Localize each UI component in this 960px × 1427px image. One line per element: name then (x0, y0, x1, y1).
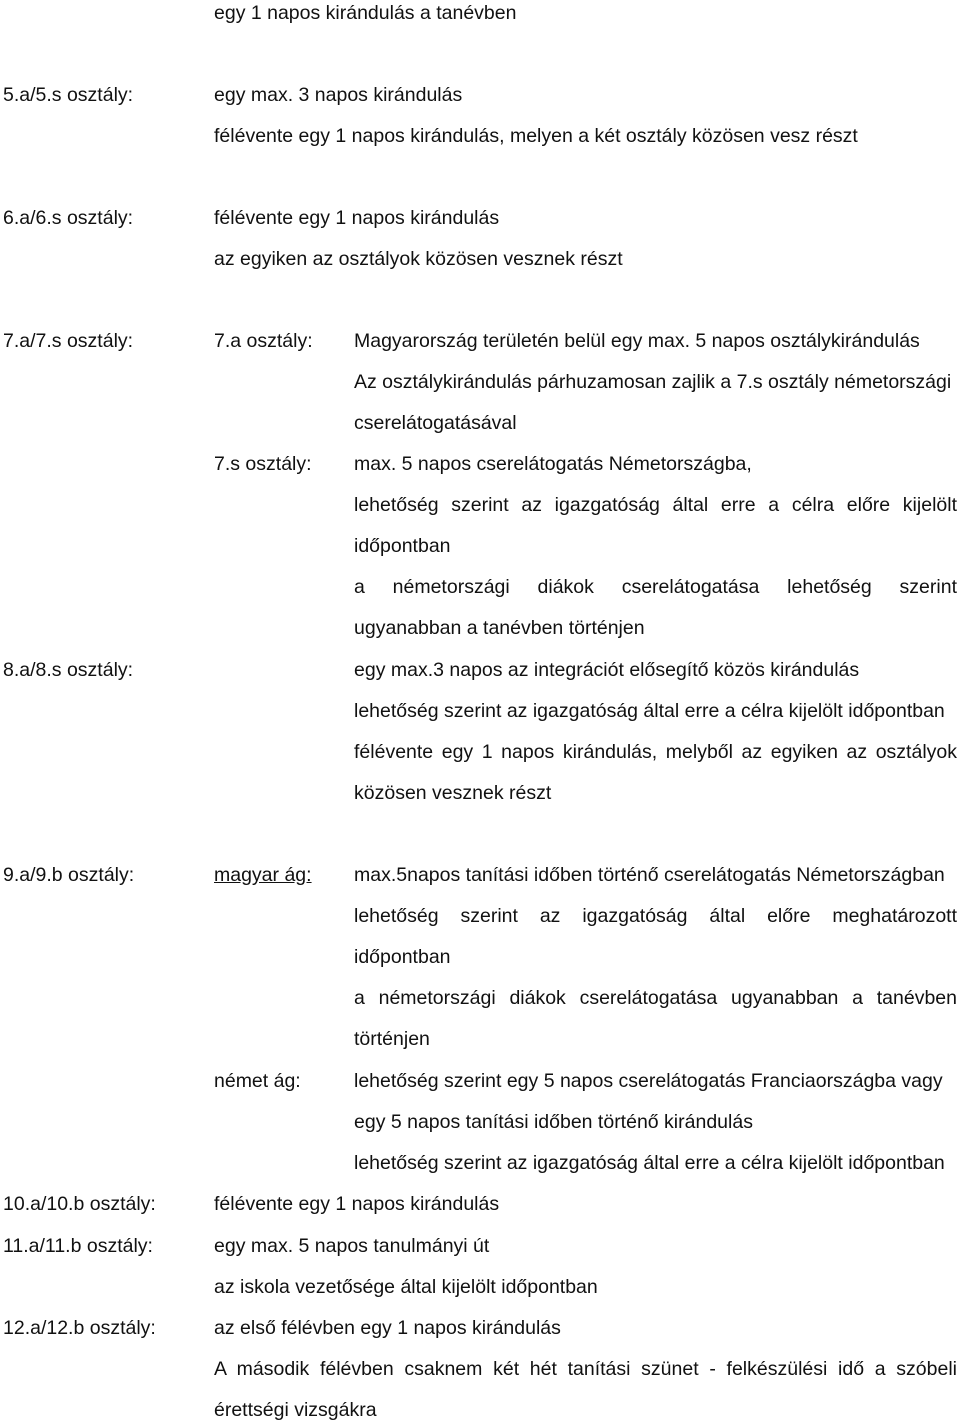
grade-9-hu-line-5: történjen (354, 1028, 430, 1050)
grade-12-line-1: az első félévben egy 1 napos kirándulás (214, 1317, 561, 1339)
grade-8-line-2: lehetőség szerint az igazgatóság által erre a célra kijelölt időpontban (354, 700, 945, 722)
grade-10-label: 10.a/10.b osztály: (3, 1193, 156, 1215)
grade-7s-line-1: max. 5 napos cserelátogatás Németországba, (354, 453, 752, 475)
grade-9-hungarian-branch-label: magyar ág: (214, 864, 312, 886)
grade-7s-line-3: időpontban (354, 535, 451, 557)
grade-9-de-line-3: lehetőség szerint az igazgatóság által erre a célra kijelölt időpontban (354, 1152, 945, 1174)
grade-7s-line-4: a németországi diákok cserelátogatása lehetőség szerint (354, 576, 957, 598)
grade-9-de-line-2: egy 5 napos tanítási időben történő kirándulás (354, 1111, 753, 1133)
grade-11-line-1: egy max. 5 napos tanulmányi út (214, 1235, 490, 1257)
grade-12-line-2: A második félévben csaknem két hét tanítási szünet - felkészülési idő a szóbeli (214, 1358, 957, 1380)
grade-6-label: 6.a/6.s osztály: (3, 207, 134, 229)
grade-7-label: 7.a/7.s osztály: (3, 330, 134, 352)
grade-8-label: 8.a/8.s osztály: (3, 659, 134, 681)
grade-12-label: 12.a/12.b osztály: (3, 1317, 156, 1339)
grade-11-label: 11.a/11.b osztály: (3, 1235, 153, 1257)
grade-7a-line-2: Az osztálykirándulás párhuzamosan zajlik a 7.s osztály németországi (354, 371, 952, 393)
grade-7a-line-3: cserelátogatásával (354, 412, 517, 434)
grade-9-hu-line-4: a németországi diákok cserelátogatása ugyanabban a tanévben (354, 987, 957, 1009)
grade-9-hu-line-2: lehetőség szerint az igazgatóság által előre meghatározott (354, 905, 957, 927)
grade-9-german-branch-label: német ág: (214, 1070, 301, 1092)
grade-7s-label: 7.s osztály: (214, 453, 312, 475)
grade-11-line-2: az iskola vezetősége által kijelölt időpontban (214, 1276, 598, 1298)
grade-9-label: 9.a/9.b osztály: (3, 864, 135, 886)
grade-12-line-3: érettségi vizsgákra (214, 1399, 377, 1421)
grade-5-line-1: egy max. 3 napos kirándulás (214, 84, 463, 106)
grade-5-label: 5.a/5.s osztály: (3, 84, 134, 106)
grade-8-line-4: közösen vesznek részt (354, 782, 552, 804)
grade-8-line-3: félévente egy 1 napos kirándulás, melyből az egyiken az osztályok (354, 741, 957, 763)
grade-7s-line-5: ugyanabban a tanévben történjen (354, 617, 645, 639)
grade-9-de-line-1: lehetőség szerint egy 5 napos cserelátogatás Franciaországba vagy (354, 1070, 943, 1092)
grade-7a-line-1: Magyarország területén belül egy max. 5 napos osztálykirándulás (354, 330, 920, 352)
intro-text: egy 1 napos kirándulás a tanévben (214, 2, 517, 24)
grade-9-hu-line-3: időpontban (354, 946, 451, 968)
grade-6-line-2: az egyiken az osztályok közösen vesznek részt (214, 248, 623, 270)
grade-9-hu-line-1: max.5napos tanítási időben történő cserelátogatás Németországban (354, 864, 945, 886)
grade-8-line-1: egy max.3 napos az integrációt elősegítő közös kirándulás (354, 659, 860, 681)
grade-7a-label: 7.a osztály: (214, 330, 313, 352)
grade-6-line-1: félévente egy 1 napos kirándulás (214, 207, 500, 229)
grade-10-line-1: félévente egy 1 napos kirándulás (214, 1193, 500, 1215)
grade-5-line-2: félévente egy 1 napos kirándulás, melyen a két osztály közösen vesz részt (214, 125, 858, 147)
grade-7s-line-2: lehetőség szerint az igazgatóság által erre a célra előre kijelölt (354, 494, 957, 516)
